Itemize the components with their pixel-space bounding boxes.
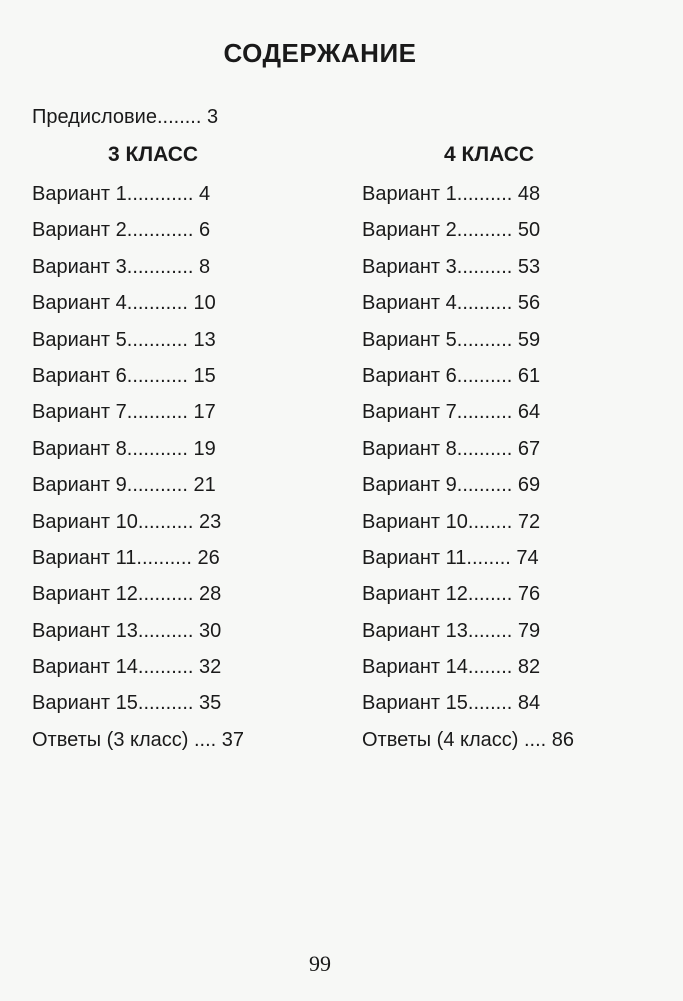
toc-entry-answers-4: Ответы (4 класс) .... 86 bbox=[362, 728, 575, 751]
toc-entry: Вариант 10........ 72 bbox=[362, 510, 541, 533]
toc-entry: Вариант 14.......... 32 bbox=[32, 656, 222, 679]
grade-4-toc-list bbox=[362, 180, 574, 762]
toc-entry: Вариант 7.......... 64 bbox=[362, 401, 541, 424]
grade-3-toc-list bbox=[32, 180, 244, 762]
toc-entry: Вариант 1.......... 48 bbox=[362, 183, 541, 205]
toc-entry: Вариант 6.......... 61 bbox=[362, 364, 541, 387]
toc-entry: Вариант 15........ 84 bbox=[362, 692, 541, 715]
toc-entry: Вариант 7........... 17 bbox=[32, 401, 216, 424]
toc-entry: Вариант 3............ 8 bbox=[32, 255, 211, 278]
page-number: 99 bbox=[309, 951, 331, 976]
toc-entry: Вариант 12........ 76 bbox=[362, 583, 541, 606]
toc-entry: Вариант 6........... 15 bbox=[32, 364, 216, 387]
toc-entry: Вариант 11........ 74 bbox=[362, 546, 539, 569]
toc-entry: Вариант 1............ 4 bbox=[32, 183, 211, 205]
toc-entry: Вариант 9........... 21 bbox=[32, 474, 216, 497]
toc-entry: Вариант 8.......... 67 bbox=[362, 437, 541, 460]
toc-entry: Вариант 14........ 82 bbox=[362, 656, 541, 679]
toc-entry: Вариант 2............ 6 bbox=[32, 219, 211, 242]
toc-entry: Вариант 4.......... 56 bbox=[362, 292, 541, 315]
toc-entry: Вариант 13.......... 30 bbox=[32, 619, 222, 642]
toc-entry: Вариант 13........ 79 bbox=[362, 619, 541, 642]
toc-entry: Вариант 9.......... 69 bbox=[362, 474, 541, 497]
toc-entry: Вариант 2.......... 50 bbox=[362, 219, 541, 242]
grade-3-heading: 3 КЛАСС bbox=[108, 143, 199, 166]
toc-entry: Вариант 5.......... 59 bbox=[362, 328, 541, 351]
toc-entry: Вариант 4........... 10 bbox=[32, 292, 216, 315]
toc-entry-answers-3: Ответы (3 класс) .... 37 bbox=[32, 728, 245, 751]
toc-entry: Вариант 10.......... 23 bbox=[32, 510, 222, 533]
toc-entry: Вариант 12.......... 28 bbox=[32, 583, 222, 606]
toc-entry: Вариант 11.......... 26 bbox=[32, 546, 220, 569]
toc-entry: Вариант 3.......... 53 bbox=[362, 255, 541, 278]
page-title: СОДЕРЖАНИЕ bbox=[223, 38, 417, 68]
toc-entry-preface: Предисловие........ 3 bbox=[32, 106, 219, 128]
toc-entry: Вариант 8........... 19 bbox=[32, 437, 216, 460]
toc-entry: Вариант 15.......... 35 bbox=[32, 692, 222, 715]
toc-entry: Вариант 5........... 13 bbox=[32, 328, 216, 351]
grade-4-heading: 4 КЛАСС bbox=[444, 143, 535, 166]
